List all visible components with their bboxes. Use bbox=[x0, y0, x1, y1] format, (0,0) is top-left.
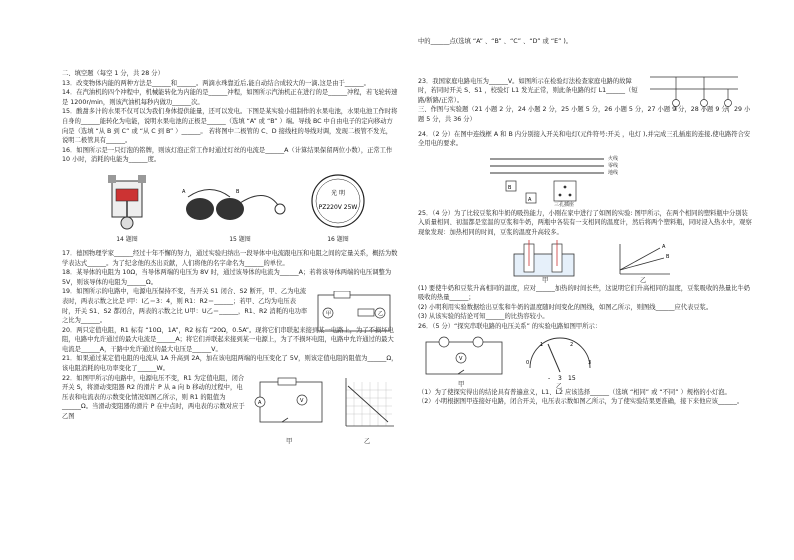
svg-text:V: V bbox=[300, 397, 304, 404]
question-15: 15．酸甜多汁的水果不仅可以为我们身体提供能量，还可以发电。下图是某实验小组制作的水果电池，水果电池工作时将自身的______能转化为电能，说明水果电池的正极是______（选填 “A” 或 “B” ）端。导线 BC 中自由电子的定向移动方向是（选填 “从 B 到 C” 或 “从 C 到 B” ）______。 若将图中二极管的 C、D 接线柱的导线对调，发现二极管不发光，说明二极管具有______。 bbox=[62, 108, 398, 145]
bulb-text-top: 光 明 bbox=[331, 189, 345, 197]
question-25-2: (2) 小明利用实验数据绘出豆浆和牛奶的温度随时间变化的图线，如图乙所示，则图线______应代表豆浆。 bbox=[418, 303, 713, 311]
svg-text:A: A bbox=[182, 188, 186, 195]
household-circuit-figure bbox=[646, 69, 742, 117]
wire-zero-label: 零线 bbox=[608, 162, 619, 169]
question-19: 19．如图所示的电路中，电源电压保持不变，当开关 S1 闭合、S2 断开，甲、乙为电流表时，两表示数之比是 I甲：I乙＝3：4，则 R1：R2＝______；若甲、乙均为电压表时，开关 S1、S2 都闭合，两表的示数之比 U甲：U乙＝______，R1、R2 消耗的电功率之比为______。 bbox=[62, 288, 308, 325]
bulb-nameplate-figure bbox=[308, 171, 368, 231]
circuit-figure-19 bbox=[314, 291, 394, 337]
wiring-figure bbox=[418, 153, 752, 209]
question-13: 13．改变物体内能的两种方法是______和______。两滴水珠靠近后,能自动结合成较大的一滴,这是由于______。 bbox=[62, 79, 370, 87]
question-18: 18．某导体的电阻为 10Ω，当导体两端的电压为 8V 时，通过该导体的电流为______A；若将该导体两端的电压调整为 5V，则该导体的电阻为______Ω。 bbox=[62, 269, 392, 286]
figure-16-label: 16 题图 bbox=[327, 235, 349, 243]
label-jia-25: 甲 bbox=[542, 276, 549, 284]
graph-figure-22 bbox=[336, 374, 398, 436]
left-column bbox=[62, 0, 398, 445]
question-22-continued: 中的______点(选填 “A” 、“B” 、“C” 、“D” 或 “E” )。 bbox=[418, 38, 573, 45]
question-17: 17．德国物理学家______经过十年不懈的努力，通过实验归纳出一段导体中电流跟电压和电阻之间的定量关系，概括为数学表达式______。为了纪念他的杰出贡献，人们将他的名字命名为______的单位。 bbox=[62, 249, 398, 267]
socket-label: 三孔插座 bbox=[554, 201, 575, 208]
svg-text:甲: 甲 bbox=[326, 311, 332, 318]
question-24: 24．（2 分）在图中连线框 A 和 B 内分别接入开关和电灯(元件符号:开关 ，电灯 ),并完成三孔插座的连接,使电路符合安全用电的要求。 bbox=[418, 130, 751, 148]
graph-line-a: A bbox=[662, 243, 666, 250]
section-3-title: 三、作图与实验题（21 小题 2 分，24 小题 2 分，25 小题 5 分，26 小题 5 分，27 小题 9 分，28 小题 9 分，29 小题 5 分，共 36 分） bbox=[418, 106, 751, 123]
label-yi-26: 乙 bbox=[556, 382, 563, 390]
label-jia-26: 甲 bbox=[458, 380, 465, 388]
graph-line-b: B bbox=[666, 253, 670, 260]
figure-14-label: 14 题图 bbox=[116, 235, 138, 243]
label-jia-22: 甲 bbox=[286, 437, 293, 445]
question-25-1: (1) 要使牛奶和豆浆升高相同的温度，应对______加热的时间长些，这说明它们升高相同的温度，豆浆吸收的热量比牛奶吸收的热量______； bbox=[418, 284, 751, 302]
bulb-text-bottom: PZ220V 25W bbox=[318, 203, 358, 211]
wire-fire-label: 火线 bbox=[608, 155, 619, 162]
question-21: 21．如果通过某定值电阻的电流从 1A 升高到 2A，加在该电阻两端的电压变化了 5V，则该定值电阻的阻值为______Ω，该电阻消耗的电功率变化了______W。 bbox=[62, 355, 398, 373]
dial-tick-0: 0 bbox=[526, 359, 530, 366]
figure-15-label: 15 题图 bbox=[229, 235, 251, 243]
svg-text:A: A bbox=[528, 196, 532, 203]
question-26-1: （1）为了使探究得出的结论具有普遍意义，L1、L2 应该选择______（选填 “相同” 或 “不同” ）规格的小灯泡。 bbox=[418, 388, 731, 396]
question-25-3: (3) 从该实验的结论可知______的比热容较小。 bbox=[418, 313, 549, 321]
question-14: 14．在汽油机的四个冲程中，机械能转化为内能的是______冲程，如图所示汽油机正在进行的是______冲程，若飞轮转速是 1200r/min，则该汽油机每秒内做功______次。 bbox=[62, 89, 398, 106]
question-16: 16．如图所示是一只灯泡的铭牌，则该灯泡正常工作时通过灯丝的电流是______A（计算结果保留两位小数），正常工作 10 小时，消耗的电能为______度。 bbox=[62, 146, 393, 164]
svg-text:A: A bbox=[258, 399, 262, 406]
svg-text:乙: 乙 bbox=[378, 311, 384, 318]
question-23: 23．我国家庭电路电压为______V。如图所示在检验灯法检查家庭电路的故障时，若同时开关 S、S1 ，校验灯 L1 发光正常，则此条电路的灯 L1______（短路/断路/正常）。 bbox=[418, 77, 638, 104]
dial-tick-3: 3 bbox=[588, 359, 592, 366]
label-yi-25: 乙 bbox=[640, 276, 647, 284]
figure-25 bbox=[418, 238, 752, 284]
circuit-figure-22 bbox=[252, 374, 332, 434]
voltmeter-dial-figure bbox=[520, 332, 600, 382]
engine-figure bbox=[102, 171, 152, 231]
heating-setup-figure bbox=[510, 240, 580, 280]
label-yi-22: 乙 bbox=[364, 437, 371, 445]
svg-text:B: B bbox=[508, 184, 512, 191]
question-22: 22．如图甲所示的电路中，电源电压不变，R1 为定值电阻，闭合开关 S，将滑动变阻器 R2 的滑片 P 从 a 向 b 移动的过程中，电压表和电流表的示数变化情况如图乙所示，则 R1 的阻值为______Ω。当滑动变阻器的滑片 P 在中点时，两电表的示数对应于乙图 bbox=[62, 374, 245, 421]
terminal-15: 15 bbox=[568, 374, 576, 382]
svg-text:V: V bbox=[459, 355, 463, 362]
figure-26 bbox=[418, 332, 752, 388]
series-circuit-figure bbox=[418, 334, 508, 380]
question-20: 20．两只定值电阻，R1 标有 “10Ω，1A”，R2 标有 “20Ω，0.5A”。现将它们串联起来接到某一电路上，为了不损坏电阻，电路中允许通过的最大电流是______A；将它们并联起来接到某一电源上，为了不损坏电阻，电路中允许通过的最大电流是______A，干路中允许通过的最大电压是______V。 bbox=[62, 326, 394, 353]
section-title-fill-blank: 二、填空题（每空 1 分，共 28 分） bbox=[62, 70, 164, 77]
figures-row-14-16 bbox=[62, 169, 398, 249]
question-26-2: （2）小明根据图甲连接好电路，闭合开关，电压表示数如图乙所示，为了使实验结果更准确，接下来他应该______。 bbox=[418, 398, 744, 406]
temperature-graph-figure bbox=[614, 240, 674, 280]
question-25: 25．（4 分）为了比较豆浆和牛奶的吸热能力，小刚在家中进行了如图的实验: 图甲所示，在两个相同的塑料瓶中分别装入质量相同、初温都是室温的豆浆和牛奶，两瓶中各装有一支相同的温度计，然后将两个塑料瓶，同时浸入热水中，观察现象发现：加热相同的时间，豆浆的温度升高较多。 bbox=[418, 209, 752, 236]
right-column bbox=[418, 0, 752, 407]
fruit-battery-figure bbox=[180, 177, 290, 232]
svg-text:B: B bbox=[236, 188, 240, 195]
terminal-3: 3 bbox=[558, 374, 562, 382]
terminal-minus: - bbox=[548, 374, 551, 382]
dial-tick-2: 2 bbox=[570, 341, 574, 348]
dial-tick-1: 1 bbox=[540, 341, 544, 348]
question-26: 26．（5 分）“探究串联电路的电压关系” 的实验电路如图甲所示： bbox=[418, 322, 602, 330]
wire-ground-label: 地线 bbox=[608, 169, 619, 176]
